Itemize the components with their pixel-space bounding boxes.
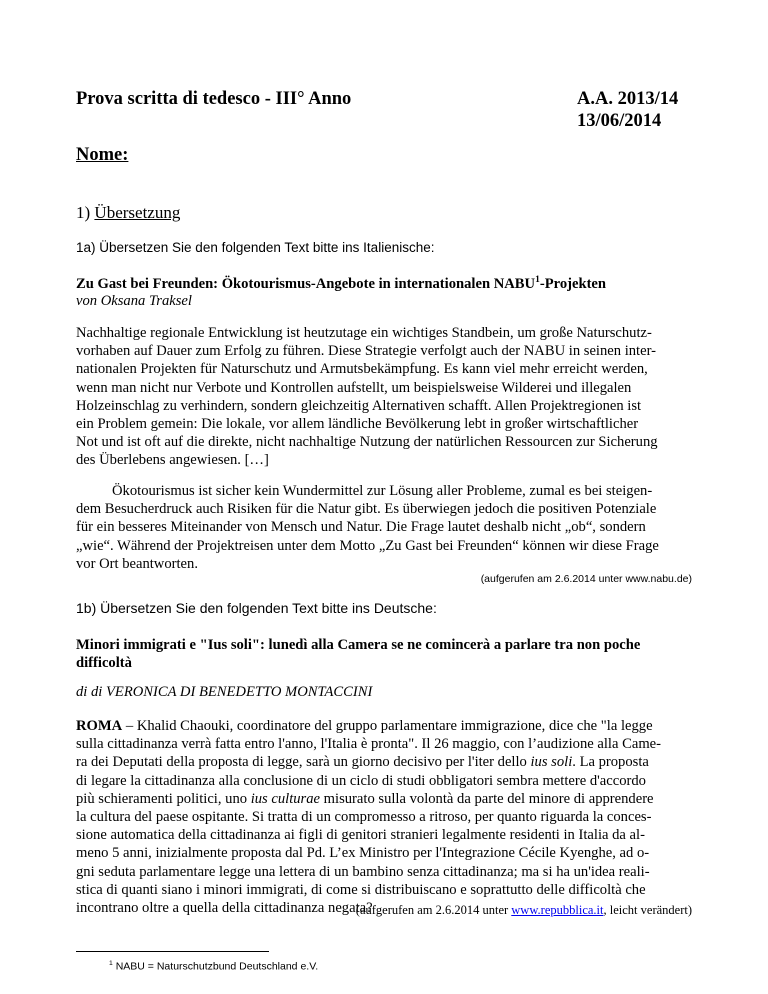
exam-title: Prova scritta di tedesco - III° Anno: [76, 89, 352, 109]
name-label: Nome:: [76, 145, 129, 165]
section-number: 1): [76, 203, 95, 222]
paragraph-1a-2: Ökotourismus ist sicher kein Wundermittel zur Lösung aller Probleme, zumal es bei steigen- dem Besucherdruck auch Risiken für die Natur gibt. Es überwiegen jedoch die positiven Potenziale für ein besseres Miteinander von Mensch und Natur. Die Frage lautet deshalb nicht „ob“, sondern „wie“. Während der Projektreisen unter dem Motto „Zu Gast bei Freunden“ können wir diese Frage vor Ort beantworten.: [76, 483, 659, 572]
instruction-1a: 1a) Übersetzen Sie den folgenden Text bitte ins Italienische:: [76, 240, 435, 255]
repubblica-link[interactable]: www.repubblica.it: [511, 903, 604, 917]
dateline: ROMA: [76, 718, 123, 734]
paragraph-1b: ROMA – Khalid Chaouki, coordinatore del gruppo parlamentare immigrazione, dice che "la legge sulla cittadinanza verrà fatta entro l'anno, l'Italia è pronta". Il 26 maggio, con l’audizione alla Came- ra dei Deputati della proposta di legge, sarà un giorno decisivo per l'iter dello ius soli. La proposta di legare la cittadinanza alla conclusione di un ciclo di studi obbligatori sembra mettere d'accordo più schieramenti politici, uno ius culturae misurato sulla volontà da parte del minore di apprendere la cultura del paese ospitante. Si tratta di un compromesso a ritroso, per quanto riguarda la conces- sione automatica della cittadinanza ai figli di genitori stranieri legalmente residenti in Italia da al- meno 5 anni, inizialmente proposta dal Pd. L’ex Ministro per l'Integrazione Cécile Kyenghe, ad o- gni seduta parlamentare legge una lettera di un bambino senza cittadinanza; ma si ha un'idea reali- stica di quanti siano i minori immigrati, di come si distribuiscano e soprattutto delle difficoltà che incontrano oltre a quella della cittadinanza negata?: [76, 718, 662, 917]
article-title-1a: [76, 275, 606, 293]
footnote: $^1$ NABU = Naturschutzbund Deutschland e.V.: [109, 960, 319, 973]
exam-date: 13/06/2014: [577, 111, 662, 131]
author-1b: di di VERONICA DI BENEDETTO MONTACCINI: [76, 684, 373, 700]
article-title-1b: Minori immigrati e "Ius soli": lunedì alla Camera se ne comincerà a parlare tra non poche difficoltà: [76, 637, 641, 672]
academic-year: A.A. 2013/14: [577, 89, 679, 109]
section-label: Übersetzung: [94, 203, 181, 222]
author-1a: von Oksana Traksel: [76, 293, 192, 309]
footnote-divider: [76, 951, 269, 952]
paragraph-1a-1: Nachhaltige regionale Entwicklung ist heutzutage ein wichtiges Standbein, um große Naturschutz- vorhaben auf Dauer zum Erfolg zu führen. Diese Strategie verfolgt auch der NABU in seinen inter- nationalen Projekten für Naturschutz und Armutsbekämpfung. Es kann viel mehr erreicht werden, wenn man nicht nur Verbote und Kontrollen aufstellt, um beispielsweise Wilderei und illegalen Holzeinschlag zu verhindern, sondern gleichzeitig Alternativen schafft. Allen Projektregionen ist ein Problem gemein: Die lokale, vor allem ländliche Bevölkerung lebt in großer wirtschaftlicher Not und ist oft auf die direkte, nicht nachhaltige Nutzung der natürlichen Ressourcen zur Sicherung des Überlebens angewiesen. […]: [76, 325, 658, 469]
source-1a: (aufgerufen am 2.6.2014 unter www.nabu.de): [480, 573, 692, 585]
source-1b: (aufgerufen am 2.6.2014 unter www.repubblica.it, leicht verändert): [355, 903, 692, 917]
instruction-1b: 1b) Übersetzen Sie den folgenden Text bitte ins Deutsche:: [76, 600, 437, 616]
article-title-text: Zu Gast bei Freunden: Ökotourismus-Angebote in internationalen NABU: [76, 275, 536, 292]
article-title-suffix: -Projekten: [539, 275, 607, 292]
section-heading: [76, 203, 180, 223]
footnote-ref: 1: [535, 275, 540, 285]
